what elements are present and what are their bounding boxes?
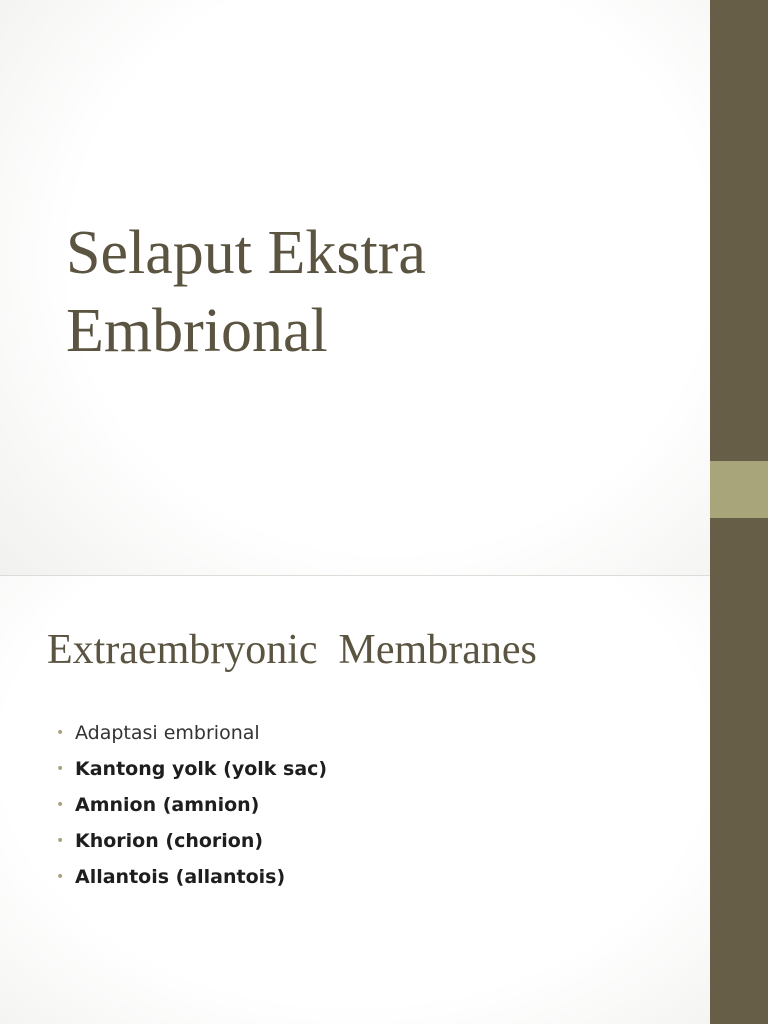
content-slide [0,576,710,1024]
slide-title-line-2: Embrional [66,297,328,365]
list-item [56,859,327,895]
list-item-text: Adaptasi embrional [75,722,260,744]
list-item-text: Allantois (allantois) [75,866,286,888]
bullet-icon: • [56,725,65,741]
bullet-list [56,715,327,895]
bullet-icon: • [56,761,65,777]
bullet-icon: • [56,797,65,813]
slide-heading: Extraembryonic Membranes [47,627,537,673]
bullet-icon: • [56,869,65,885]
list-item-text: Amnion (amnion) [75,794,260,816]
list-item [56,787,327,823]
list-item [56,715,327,751]
list-item-text: Khorion (chorion) [75,830,264,852]
list-item [56,751,327,787]
slide-title [66,214,426,370]
list-item [56,823,327,859]
bullet-icon: • [56,833,65,849]
slide-title-line-1: Selaput Ekstra [66,219,426,287]
list-item-text: Kantong yolk (yolk sac) [75,758,328,780]
sidebar-accent [710,461,768,518]
